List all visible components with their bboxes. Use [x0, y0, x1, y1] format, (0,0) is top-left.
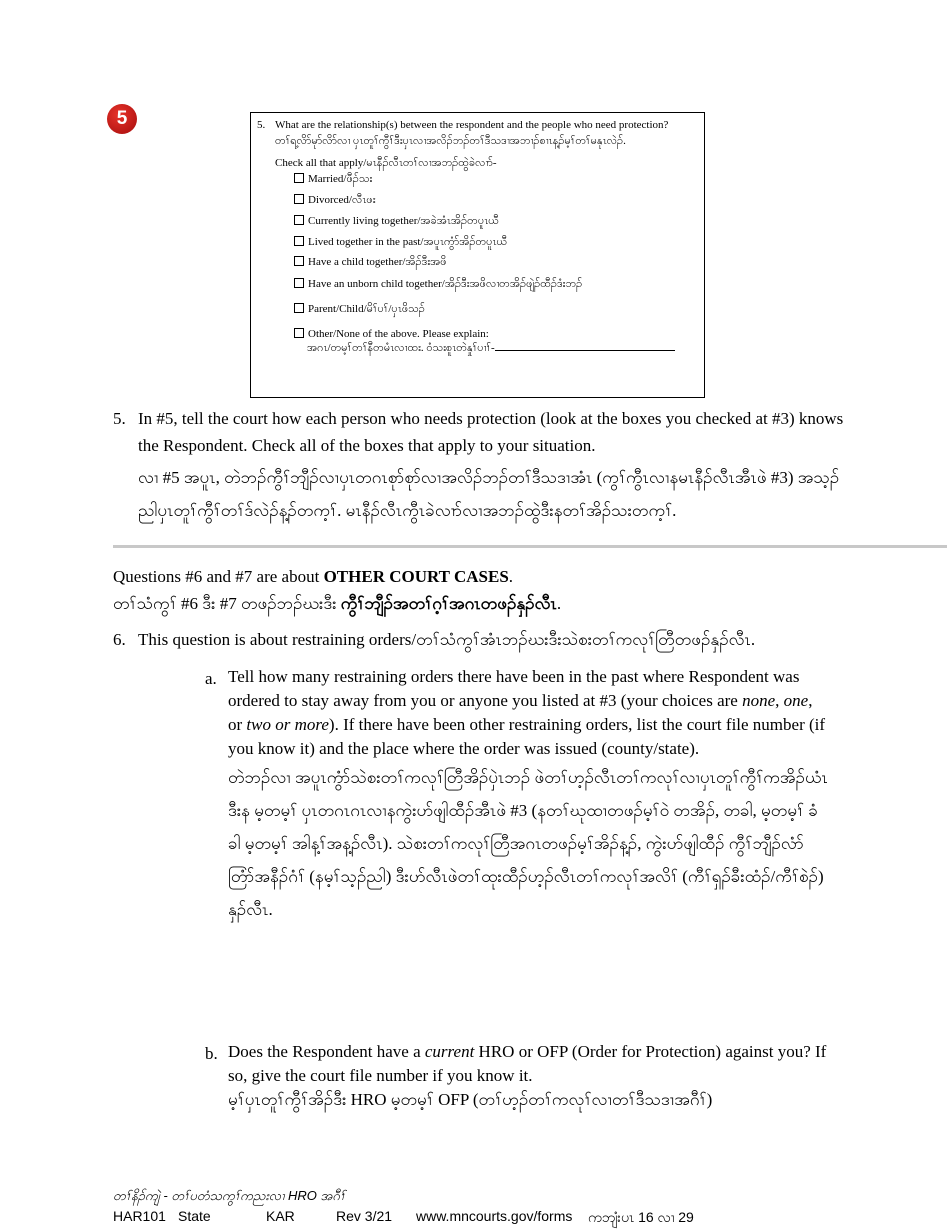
- item6a-label: a.: [205, 669, 217, 688]
- option-other[interactable]: Other/None of the above. Please explain: အဂၤ/တမ့ၢ်တၢ်နီတမံၤလၢထး. ဝံသးစူၤတဲနှုၢ်ပၢၢ်-: [294, 327, 675, 355]
- form-code: HAR101: [113, 1208, 166, 1224]
- option-lived-together[interactable]: Lived together in the past/အပူၤကွံာ်အိၣ်တပူၤယီ: [294, 235, 507, 249]
- check-all-label: Check all that apply/မၤနီၣ်လီၤတၢ်လၢအဘၣ်ထွဲခဲလၢာ်-: [275, 157, 497, 169]
- form-state: State: [178, 1208, 211, 1224]
- option-living-together[interactable]: Currently living together/အခဲအံၤအိၣ်တပူၤယီ: [294, 214, 499, 228]
- item6b-text: Does the Respondent have a current HRO or OFP (Order for Protection) against you? If so, give the court file number if you know it. မ့ၢ်ပှၤတူၢ်ကွီၢ်အိၣ်ဒီး HRO မ့တမ့ၢ် OFP (တၢ်ဟ့ၣ်တၢ်ကလုၢ်လၢတၢ်ဒီသဒၢအဂီၢ်): [228, 1042, 827, 1109]
- item5-number: 5.: [113, 409, 126, 428]
- checkbox[interactable]: [294, 215, 304, 225]
- item6b-label: b.: [205, 1044, 218, 1063]
- footer-title: တၢ်နိၣ်ကျဲ - တၢ်ပတံသကွၢ်ကညးလၢ HRO အဂီၢ်: [113, 1188, 346, 1203]
- option-married[interactable]: Married/ဖီၣ်သး: [294, 172, 372, 186]
- option-divorced[interactable]: Divorced/လီၤဖး: [294, 193, 376, 207]
- forms-url[interactable]: www.mncourts.gov/forms: [416, 1208, 573, 1224]
- checkbox[interactable]: [294, 194, 304, 204]
- item6-number: 6.: [113, 630, 126, 649]
- checkbox[interactable]: [294, 303, 304, 313]
- excerpt-q-kar: တၢ်ရ့လိာ်မုာ်လိာ်လၢ ပှၤတူၢ်ကွီၢ်ဒီးပှၤလၢအလိၣ်ဘၣ်တၢ်ဒီသဒၢအဘၢၣ်စၢၤန့ၣ်မ့ၢ်တၢ်မနုၤလဲၣ်.: [275, 135, 626, 147]
- item5-text: In #5, tell the court how each person who needs protection (look at the boxes you checked at #3) knows the Respondent. Check all of the boxes that apply to your situation. လၢ #5 အပူၤ, တဲဘၣ်ကွီၢ်ဘျီၣ်လၢပှၤတဂၤစုာ်စုာ်လၢအလိၣ်ဘၣ်တၢ်ဒီသဒၢအံၤ (ကွၢ်ကွီၤလၢနမၤနီၣ်လီၤအီၤဖဲ #3) အသ့ၣ်ညါပှၤတူၢ်ကွီၢ်တၢ်ဒ်လဲၣ်န့ၣ်တက့ၢ်. မၤနီၣ်လီၤကွီၤခဲလၢာ်လၢအဘၣ်ထွဲဒီးနတၢ်အိၣ်သးတက့ၢ်.: [138, 409, 844, 520]
- checkbox[interactable]: [294, 173, 304, 183]
- form-excerpt-box: [250, 112, 705, 398]
- page-number: ကဘျံးပၤ 16 လၢ 29: [588, 1209, 694, 1225]
- option-unborn-child[interactable]: Have an unborn child together/အိၣ်ဒီးအဖိလၢတအိၣ်ဖျဲၣ်ထီၣ်ဒံးဘၣ်: [294, 277, 582, 291]
- checkbox[interactable]: [294, 328, 304, 338]
- explain-line: [495, 350, 675, 351]
- option-child-together[interactable]: Have a child together/အိၣ်ဒီးအဖိ: [294, 255, 447, 269]
- form-language: KAR: [266, 1208, 295, 1224]
- item6a-text: Tell how many restraining orders there have been in the past where Respondent was ordered to stay away from you or anyone you listed at #3 (your choices are none, one, or two or more). If there have been other restraining orders, list the court file number (if you know it) and the place where the order was issued (county/state). တဲဘၣ်လၢ အပူၤကွံာ်သဲစးတၢ်ကလုၢ်တြီအိၣ်ပှဲၤဘၣ် ဖဲတၢ်ဟ့ၣ်လီၤတၢ်ကလုၢ်လၢပှၤတူၢ်ကွီၢ်ကအိၣ်ယံၤဒီးန မ့တမ့ၢ် ပှၤတဂၤဂၤလၢနကွဲးဟ်ဖျါထီၣ်အီၤဖဲ #3 (နတၢ်ဃုထၢတဖၣ်မ့ၢ်ဝဲ တအိၣ်, တခါ, မ့တမ့ၢ် ခံခါ မ့တမ့ၢ် အါန့ၢ်အန့ၣ်လီၤ). သဲစးတၢ်ကလုၢ်တြီအဂၤတဖၣ်မ့ၢ်အိၣ်န့ၣ်, ကွဲးဟ်ဖျါထီၣ် ကွီၢ်ဘျီၣ်လံာ်တြံာ်အနီၣ်ဂံၢ် (နမ့ၢ်သ့ၣ်ညါ) ဒီးဟ်လီၤဖဲတၢ်ထုးထီၣ်ဟ့ၣ်လီၤတၢ်ကလုၢ်အလိၢ် (ကီၢ်ရှၣ်ခီးထံၣ်/ကီၢ်စဲၣ်) နှၣ်လီၤ.: [228, 667, 828, 919]
- form-revision: Rev 3/21: [336, 1208, 393, 1224]
- other-court-cases-heading: Questions #6 and #7 are about OTHER COURT CASES. တၢ်သံကွၢ် #6 ဒီး #7 တဖၣ်ဘၣ်ဃးဒီး ကွီၢ်ဘျီၣ်အတၢ်ဂ့ၢ်အဂၤတဖၣ်နှၣ်လီၤ.: [113, 567, 562, 613]
- item6-text: This question is about restraining orders/တၢ်သံကွၢ်အံၤဘၣ်ဃးဒီးသဲစးတၢ်ကလုၢ်တြီတဖၣ်နှၣ်လီၤ.: [138, 630, 756, 649]
- checkbox[interactable]: [294, 236, 304, 246]
- step-badge: 5: [107, 104, 137, 134]
- section-divider: [113, 545, 947, 548]
- option-parent-child[interactable]: Parent/Child/မိၢ်ပၢ်/ပှၤဖိသၣ်: [294, 302, 425, 316]
- checkbox[interactable]: [294, 278, 304, 288]
- checkbox[interactable]: [294, 256, 304, 266]
- excerpt-q-number: 5.: [257, 119, 266, 131]
- excerpt-q-en: What are the relationship(s) between the respondent and the people who need protection?: [275, 119, 669, 131]
